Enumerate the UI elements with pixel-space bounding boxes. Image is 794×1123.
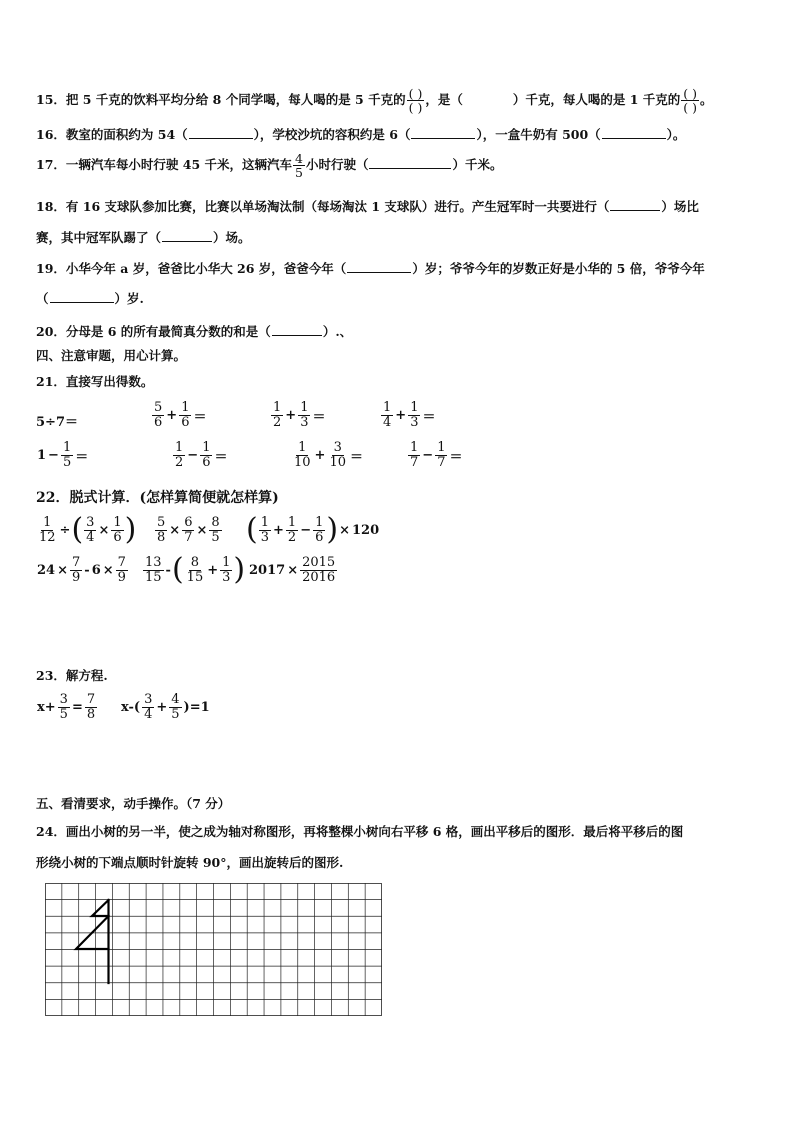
answer-blank[interactable] <box>411 126 475 139</box>
question-19: 19．小华今年 a 岁，爸爸比小华大 26 岁，爸爸今年（ ）岁；爷爷今年的岁数正好是小华的 5 倍，爷爷今年 <box>36 261 705 276</box>
half-tree-figure <box>76 900 109 983</box>
expr-item: 2017 × $\frac{2015}{2016}$ <box>249 555 336 585</box>
question-15: 15．把 5 千克的饮料平均分给 8 个同学喝，每人喝的是 5 千克的 $\frac{( )}{( )}$ ，是（ ）千克，每人喝的是 1 千克的 $\frac{( )}{( )}$ 。 <box>36 86 713 116</box>
blank-fraction[interactable]: $\frac{( )}{( )}$ <box>683 86 698 116</box>
calc-item: $\frac{1}{2}$ + $\frac{1}{3}$ ＝ <box>273 400 326 430</box>
calc-item: $\frac{1}{7}$ − $\frac{1}{7}$ ＝ <box>410 440 463 470</box>
answer-blank[interactable] <box>610 198 660 211</box>
calc-item: 1 − $\frac{1}{5}$ ＝ <box>37 440 89 470</box>
question-22-title: 22．脱式计算．(怎样算简便就怎样算) <box>36 490 279 506</box>
expr-item: 24 × $\frac{7}{9}$ - 6 × $\frac{7}{9}$ <box>37 555 126 585</box>
calc-item: 5÷7＝ <box>36 415 78 430</box>
question-23-title: 23．解方程. <box>36 668 108 683</box>
question-21-title: 21．直接写出得数。 <box>36 374 154 389</box>
expr-item: $\frac{1}{12}$ ÷( $\frac{3}{4}$ × $\frac{1}{6}$ ) <box>39 512 137 548</box>
blank-fraction[interactable]: $\frac{( )}{( )}$ <box>408 86 423 116</box>
question-17: 17．一辆汽车每小时行驶 45 千米，这辆汽车 $\frac{4}{5}$ 小时行驶（ ）千米。 <box>36 151 503 181</box>
section-5-heading: 五、看清要求，动手操作。（7 分） <box>36 796 231 811</box>
calc-item: $\frac{1}{4}$ + $\frac{1}{3}$ ＝ <box>383 400 436 430</box>
section-4-heading: 四、注意审题，用心计算。 <box>36 348 187 363</box>
question-19-line2: （ ）岁. <box>36 291 144 306</box>
question-20: 20．分母是 6 的所有最简真分数的和是（ ）.、 <box>36 324 353 339</box>
equation-item: x-( $\frac{3}{4}$ + $\frac{4}{5}$ )=1 <box>121 692 210 722</box>
calc-item: $\frac{5}{6}$ + $\frac{1}{6}$ ＝ <box>154 400 207 430</box>
equation-item: x+ $\frac{3}{5}$ = $\frac{7}{8}$ <box>37 692 96 722</box>
question-24-line2: 形绕小树的下端点顺时针旋转 90°，画出旋转后的图形. <box>36 855 344 870</box>
expr-item: $\frac{13}{15}$ -( $\frac{8}{15}$ + $\frac{1}{3}$ ) <box>145 552 246 588</box>
expr-item: ( $\frac{1}{3}$ + $\frac{1}{2}$ − $\frac{1}{6}$ )× 120 <box>246 512 380 548</box>
answer-blank[interactable] <box>602 126 666 139</box>
expr-item: $\frac{5}{8}$ × $\frac{6}{7}$ × $\frac{8}{5}$ <box>157 515 220 545</box>
answer-blank[interactable] <box>369 156 451 169</box>
answer-blank[interactable] <box>162 229 212 242</box>
fraction: $\frac{4}{5}$ <box>295 151 303 181</box>
answer-blank[interactable] <box>272 323 322 336</box>
drawing-grid[interactable] <box>45 883 382 1016</box>
answer-blank[interactable] <box>50 290 114 303</box>
answer-blank[interactable] <box>189 126 253 139</box>
answer-blank[interactable] <box>347 260 411 273</box>
question-24-line1: 24．画出小树的另一半，使之成为轴对称图形，再将整棵小树向右平移 6 格，画出平移后的图形．最后将平移后的图 <box>36 824 684 839</box>
calc-item: $\frac{1}{10}$ + $\frac{3}{10}$ ＝ <box>294 440 364 470</box>
question-16: 16．教室的面积约为 54（ ），学校沙坑的容积约是 6（ ），一盒牛奶有 500（ ）。 <box>36 127 686 142</box>
question-18: 18．有 16 支球队参加比赛，比赛以单场淘汰制（每场淘汰 1 支球队）进行。产生冠军时一共要进行（ ）场比 <box>36 199 699 214</box>
tree-branch-lower <box>76 916 109 949</box>
tree-branch-upper <box>92 900 109 916</box>
calc-item: $\frac{1}{2}$ − $\frac{1}{6}$ ＝ <box>175 440 228 470</box>
question-18-line2: 赛，其中冠军队踢了（ ）场。 <box>36 230 251 245</box>
